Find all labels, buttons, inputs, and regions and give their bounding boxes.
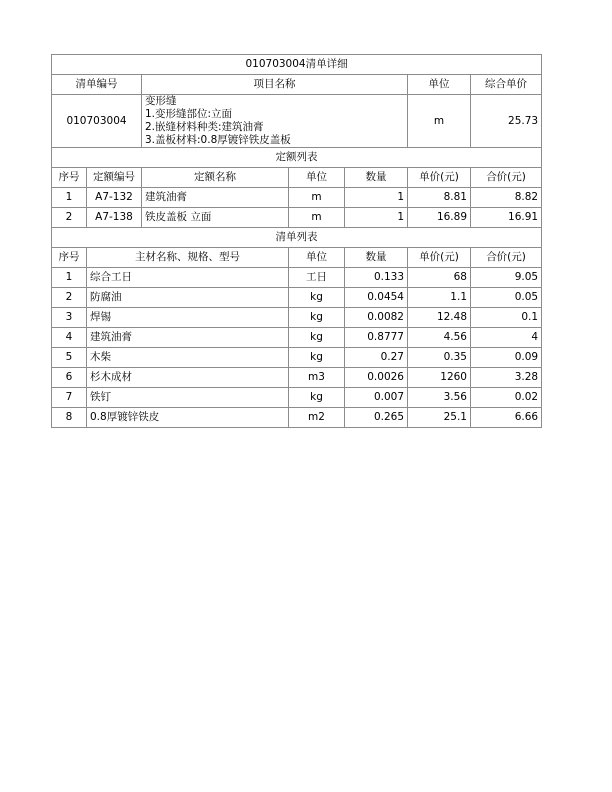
quota-unit: m (289, 188, 345, 208)
material-seq-header: 序号 (52, 248, 87, 268)
quota-code: A7-132 (87, 188, 142, 208)
quota-section-title: 定额列表 (52, 148, 542, 168)
quota-row (52, 188, 542, 208)
material-unit-header: 单位 (289, 248, 345, 268)
quota-total: 8.82 (471, 188, 542, 208)
quota-qty: 1 (345, 208, 408, 228)
material-total: 0.02 (471, 388, 542, 408)
material-unit: kg (289, 328, 345, 348)
material-qty-header: 数量 (345, 248, 408, 268)
material-unit-price: 4.56 (408, 328, 471, 348)
bill-desc-line: 1.变形缝部位:立面 (145, 108, 233, 120)
bill-description (142, 95, 408, 148)
material-qty: 0.0082 (345, 308, 408, 328)
material-row (52, 408, 542, 428)
material-qty: 0.007 (345, 388, 408, 408)
material-row (52, 268, 542, 288)
material-seq: 4 (52, 328, 87, 348)
quota-qty: 1 (345, 188, 408, 208)
material-seq: 7 (52, 388, 87, 408)
bill-price: 25.73 (471, 95, 542, 148)
material-unit-price: 3.56 (408, 388, 471, 408)
quota-seq: 2 (52, 208, 87, 228)
material-name: 木柴 (87, 348, 289, 368)
material-row (52, 368, 542, 388)
material-unit: kg (289, 288, 345, 308)
bill-unit: m (408, 95, 471, 148)
bill-row (52, 95, 542, 148)
quota-qty-header: 数量 (345, 168, 408, 188)
material-unit-price: 0.35 (408, 348, 471, 368)
quota-code-header: 定额编号 (87, 168, 142, 188)
bill-desc-line: 2.嵌缝材料种类:建筑油膏 (145, 121, 264, 133)
material-total: 0.05 (471, 288, 542, 308)
bill-unit-header: 单位 (408, 75, 471, 95)
material-total: 4 (471, 328, 542, 348)
material-unit-price: 68 (408, 268, 471, 288)
material-total: 9.05 (471, 268, 542, 288)
quota-name-header: 定额名称 (142, 168, 289, 188)
material-qty: 0.0026 (345, 368, 408, 388)
material-name: 0.8厚镀锌铁皮 (87, 408, 289, 428)
material-qty: 0.0454 (345, 288, 408, 308)
table-title: 010703004清单详细 (52, 55, 542, 75)
material-unit-price: 1.1 (408, 288, 471, 308)
material-unit: m3 (289, 368, 345, 388)
title-row (52, 55, 542, 75)
quota-unit-price-header: 单价(元) (408, 168, 471, 188)
quota-unit: m (289, 208, 345, 228)
material-section-row (52, 228, 542, 248)
material-unit: kg (289, 308, 345, 328)
material-unit: kg (289, 348, 345, 368)
quota-name: 建筑油膏 (142, 188, 289, 208)
material-total: 6.66 (471, 408, 542, 428)
material-name: 建筑油膏 (87, 328, 289, 348)
material-seq: 1 (52, 268, 87, 288)
quota-unit-price: 16.89 (408, 208, 471, 228)
quota-header-row (52, 168, 542, 188)
material-total: 3.28 (471, 368, 542, 388)
material-seq: 6 (52, 368, 87, 388)
quota-total-header: 合价(元) (471, 168, 542, 188)
quota-unit-price: 8.81 (408, 188, 471, 208)
material-unit-price-header: 单价(元) (408, 248, 471, 268)
bill-code: 010703004 (52, 95, 142, 148)
material-qty: 0.265 (345, 408, 408, 428)
material-total-header: 合价(元) (471, 248, 542, 268)
material-seq: 8 (52, 408, 87, 428)
quota-section-row (52, 148, 542, 168)
material-total: 0.1 (471, 308, 542, 328)
material-header-row (52, 248, 542, 268)
quota-unit-header: 单位 (289, 168, 345, 188)
material-unit: kg (289, 388, 345, 408)
material-name: 铁钉 (87, 388, 289, 408)
quota-total: 16.91 (471, 208, 542, 228)
material-row (52, 308, 542, 328)
bill-price-header: 综合单价 (471, 75, 542, 95)
material-qty: 0.133 (345, 268, 408, 288)
bill-header-row (52, 75, 542, 95)
material-row (52, 288, 542, 308)
quota-seq-header: 序号 (52, 168, 87, 188)
material-qty: 0.27 (345, 348, 408, 368)
quota-code: A7-138 (87, 208, 142, 228)
material-section-title: 清单列表 (52, 228, 542, 248)
material-unit-price: 25.1 (408, 408, 471, 428)
material-name: 综合工日 (87, 268, 289, 288)
material-unit: 工日 (289, 268, 345, 288)
material-row (52, 388, 542, 408)
material-name: 防腐油 (87, 288, 289, 308)
quota-row (52, 208, 542, 228)
material-row (52, 348, 542, 368)
material-name: 焊锡 (87, 308, 289, 328)
bill-desc-line: 3.盖板材料:0.8厚镀锌铁皮盖板 (145, 134, 291, 146)
bill-detail-table (51, 54, 542, 428)
quota-name: 铁皮盖板 立面 (142, 208, 289, 228)
material-seq: 5 (52, 348, 87, 368)
material-unit-price: 1260 (408, 368, 471, 388)
material-seq: 3 (52, 308, 87, 328)
material-unit: m2 (289, 408, 345, 428)
material-name-header: 主材名称、规格、型号 (87, 248, 289, 268)
material-name: 杉木成材 (87, 368, 289, 388)
material-seq: 2 (52, 288, 87, 308)
bill-desc-line: 变形缝 (145, 95, 177, 107)
material-total: 0.09 (471, 348, 542, 368)
material-unit-price: 12.48 (408, 308, 471, 328)
quota-seq: 1 (52, 188, 87, 208)
bill-code-header: 清单编号 (52, 75, 142, 95)
bill-name-header: 项目名称 (142, 75, 408, 95)
material-qty: 0.8777 (345, 328, 408, 348)
material-row (52, 328, 542, 348)
